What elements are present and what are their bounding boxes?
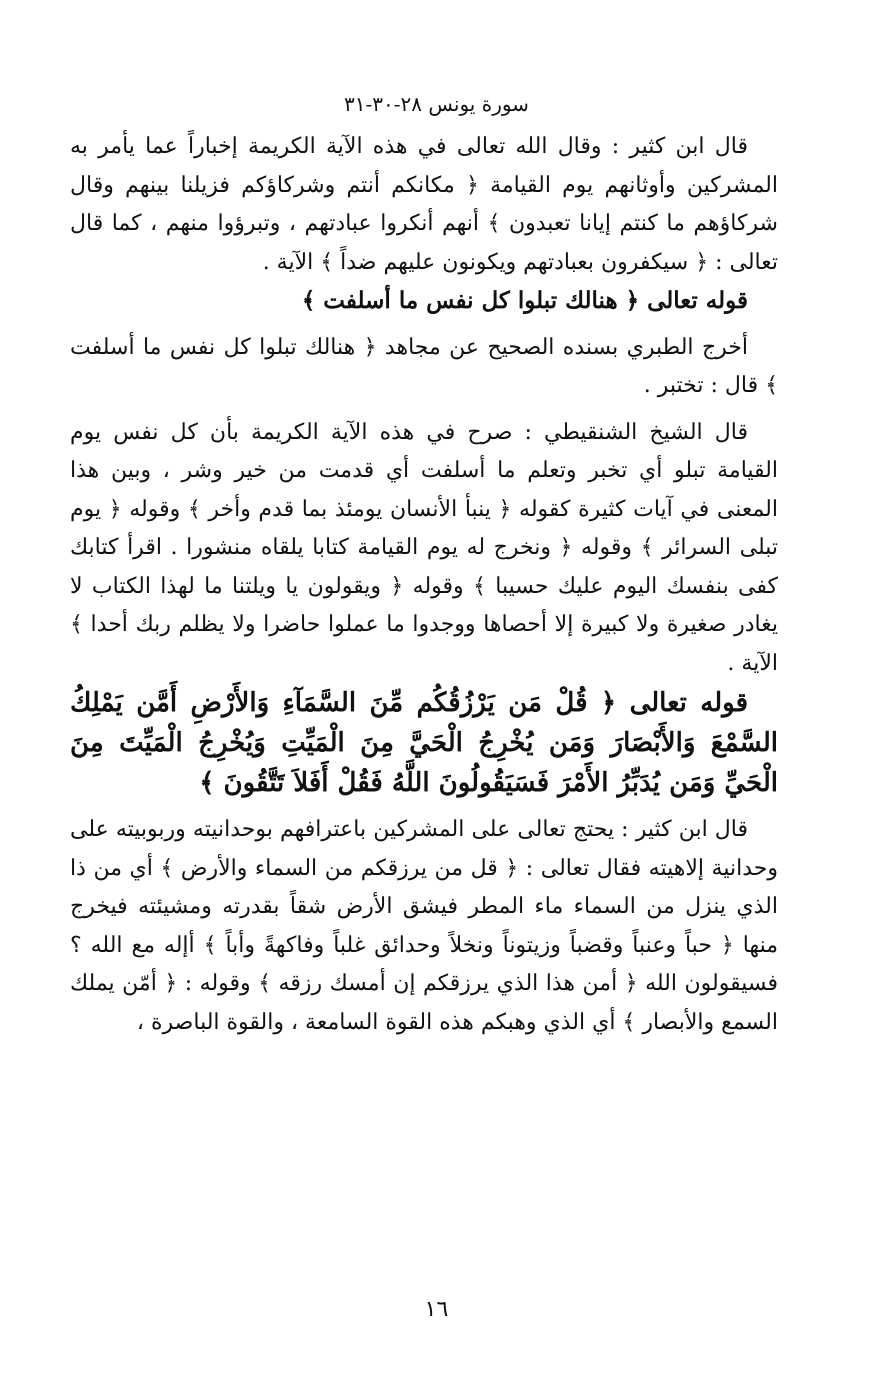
paragraph-shanqiti: قال الشيخ الشنقيطي : صرح في هذه الآية الكريمة بأن كل نفس يوم القيامة تبلو أي تخبر وتعلم ما أسلفت أي قدمت من خير وشر ، وبين هذا المعنى في آيات كثيرة كقوله ﴿ ينبأ الأنسان يومئذ بما قدم وأخر ﴾ وقوله ﴿ يوم تبلى السرائر ﴾ وقوله ﴿ ونخرج له يوم القيامة كتابا يلقاه منشورا . اقرأ كتابك كفى بنفسك اليوم عليك حسيبا ﴾ وقوله ﴿ ويقولون يا ويلتنا ما لهذا الكتاب لا يغادر صغيرة ولا كبيرة إلا أحصاها ووجدوا ما عملوا حاضرا ولا يظلم ربك أحدا ﴾ الآية . [70, 419, 778, 676]
paragraph-ibn-kathir-1: قال ابن كثير : وقال الله تعالى في هذه الآية الكريمة إخباراً عما يأمر به المشركين وأوثانهم يوم القيامة ﴿ مكانكم أنتم وشركاؤكم فزيلنا بينهم وقال شركاؤهم ما كنتم إيانا تعبدون ﴾ أنهم أنكروا عبادتهم ، وتبرؤوا منهم ، كما قال تعالى : ﴿ سيكفرون بعبادتهم ويكونون عليهم ضداً ﴾ الآية . [70, 134, 778, 275]
paragraph-ibn-kathir-2: قال ابن كثير : يحتج تعالى على المشركين باعترافهم بوحدانيته وربوبيته على وحدانية إلاهيته فقال تعالى : ﴿ قل من يرزقكم من السماء والأرض ﴾ أي من ذا الذي ينزل من السماء ماء المطر فيشق الأرض شقاً بقدرته ومشيئته فيخرج منها ﴿ حباً وعنباً وقضباً وزيتوناً ونخلاً وحدائق غلباً وفاكهةً وأباً ﴾ أإله مع الله ؟ فسيقولون الله ﴿ أمن هذا الذي يرزقكم إن أمسك رزقه ﴾ وقوله : ﴿ أمّن يملك السمع والأبصار ﴾ أي الذي وهبكم هذه القوة السامعة ، والقوة الباصرة ، [70, 817, 778, 1035]
heading-verse-31: قوله تعالى ﴿ قُلْ مَن يَرْزُقُكُم مِّنَ السَّمَآءِ وَالأَرْضِ أَمَّن يَمْلِكُ السَّمْعَ وَالأَبْصَارَ وَمَن يُخْرِجُ الْحَيَّ مِنَ الْمَيِّتِ وَيُخْرِجُ الْمَيِّتَ مِنَ الْحَيِّ وَمَن يُدَبِّرُ الأَمْرَ فَسَيَقُولُونَ اللَّهُ فَقُلْ أَفَلاَ تَتَّقُونَ ﴾ [70, 688, 778, 798]
page-number: ١٦ [424, 1297, 449, 1322]
page-body [70, 128, 778, 1042]
running-header: سورة يونس ٢٨-٣٠-٣١ [344, 92, 529, 116]
heading-verse-30: قوله تعالى ﴿ هنالك تبلوا كل نفس ما أسلفت ﴾ [301, 287, 748, 314]
paragraph-tabari: أخرج الطبري بسنده الصحيح عن مجاهد ﴿ هنالك تبلوا كل نفس ما أسلفت ﴾ قال : تختبر . [70, 334, 778, 398]
